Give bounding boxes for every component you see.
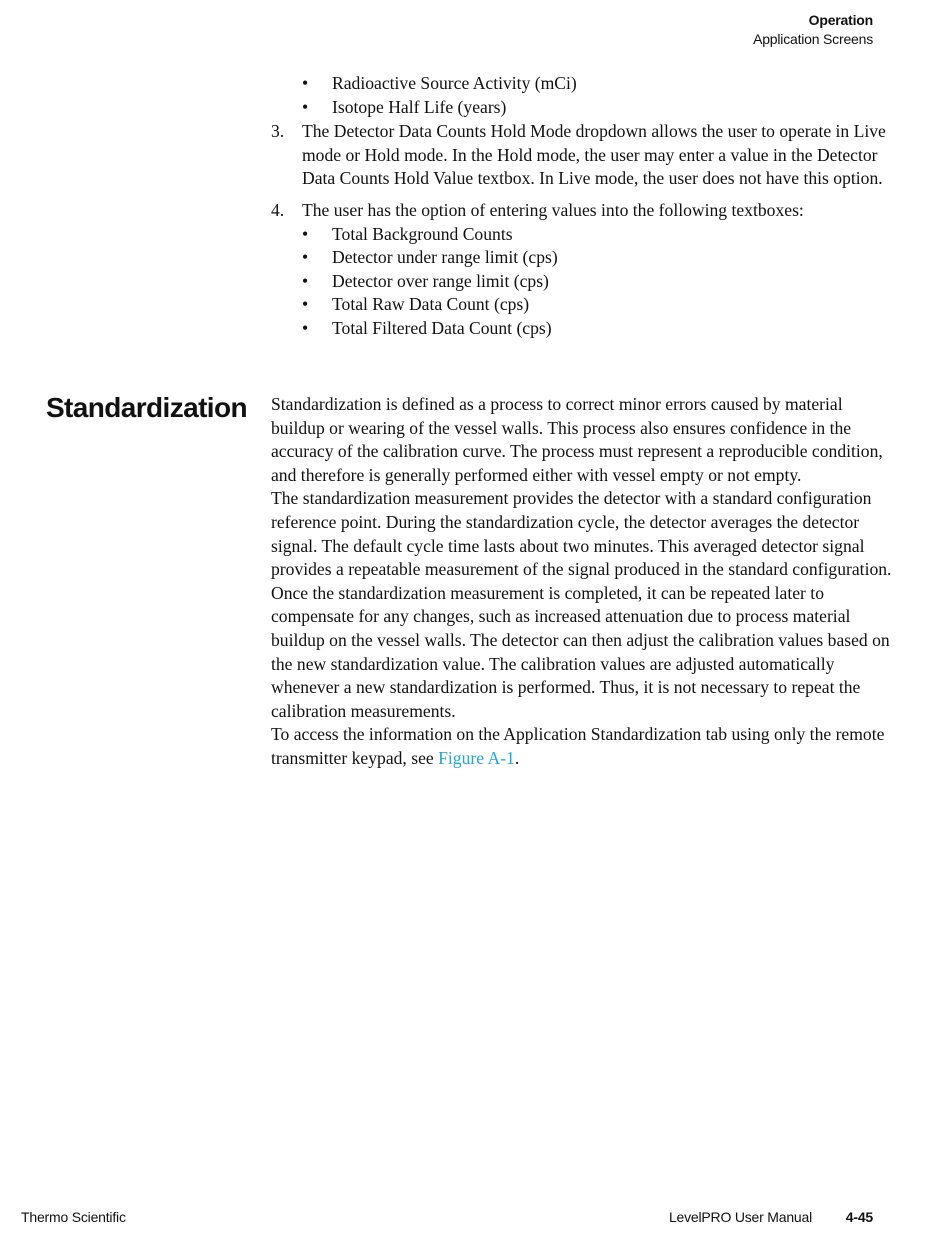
list-item: • Total Filtered Data Count (cps) — [271, 317, 896, 341]
header-subsection: Application Screens — [753, 31, 873, 47]
section-body — [271, 393, 899, 771]
step-number: 4. — [271, 199, 285, 220]
list-item: • Detector under range limit (cps) — [271, 246, 896, 270]
figure-a1-link[interactable]: Figure A-1 — [438, 747, 515, 768]
step-text: The user has the option of entering values into the following textboxes: — [302, 199, 804, 220]
paragraph: The standardization measurement provides the detector with a standard configuration reference point. During the standardization cycle, the detector averages the detector signal. The default cycle time lasts about two minutes. This averaged detector signal provides a repeatable measurement of the signal produced in the standard configuration. — [271, 488, 892, 580]
footer-manual-title: LevelPRO User Manual — [668, 1209, 812, 1225]
top-content — [271, 72, 896, 341]
step-number: 3. — [271, 121, 285, 142]
list-item: • Total Raw Data Count (cps) — [271, 293, 896, 317]
section-title: Standardization — [45, 392, 247, 423]
paragraph-text: To access the information on the Application Standardization tab using only the remote transmitter keypad, see — [271, 724, 885, 768]
paragraph — [271, 723, 899, 770]
bullet-list-textboxes — [271, 223, 896, 341]
page-number: 4-45 — [845, 1209, 873, 1225]
paragraph: Once the standardization measurement is completed, it can be repeated later to compensate for any changes, such as increased attenuation due to process material buildup on the vessel walls. The detector can then adjust the calibration values based on the new standardization value. The calibration values are adjusted automatically whenever a new standardization is performed. Thus, it is not necessary to repeat the calibration measurements. — [271, 582, 890, 721]
step-3 — [271, 120, 896, 191]
page-header — [753, 11, 873, 49]
paragraph: Standardization is defined as a process to correct minor errors caused by material buildup or wearing of the vessel walls. This process also ensures confidence in the accuracy of the calibration curve. The process must represent a reproducible condition, and therefore is generally performed either with vessel empty or not empty. — [271, 394, 883, 485]
list-item: • Total Background Counts — [271, 223, 896, 247]
list-item: • Detector over range limit (cps) — [271, 270, 896, 294]
paragraph-text: . — [514, 747, 520, 768]
list-item: • Isotope Half Life (years) — [271, 96, 896, 120]
step-4 — [271, 199, 896, 223]
list-item: • Radioactive Source Activity (mCi) — [271, 72, 896, 96]
footer-company: Thermo Scientific — [21, 1209, 126, 1225]
bullet-list-source — [271, 72, 896, 119]
step-text: The Detector Data Counts Hold Mode dropdown allows the user to operate in Live mode or Hold mode. In the Hold mode, the user may enter a value in the Detector Data Counts Hold Value textbox. In Live mode, the user does not have this option. — [302, 121, 886, 189]
header-section: Operation — [808, 12, 873, 28]
